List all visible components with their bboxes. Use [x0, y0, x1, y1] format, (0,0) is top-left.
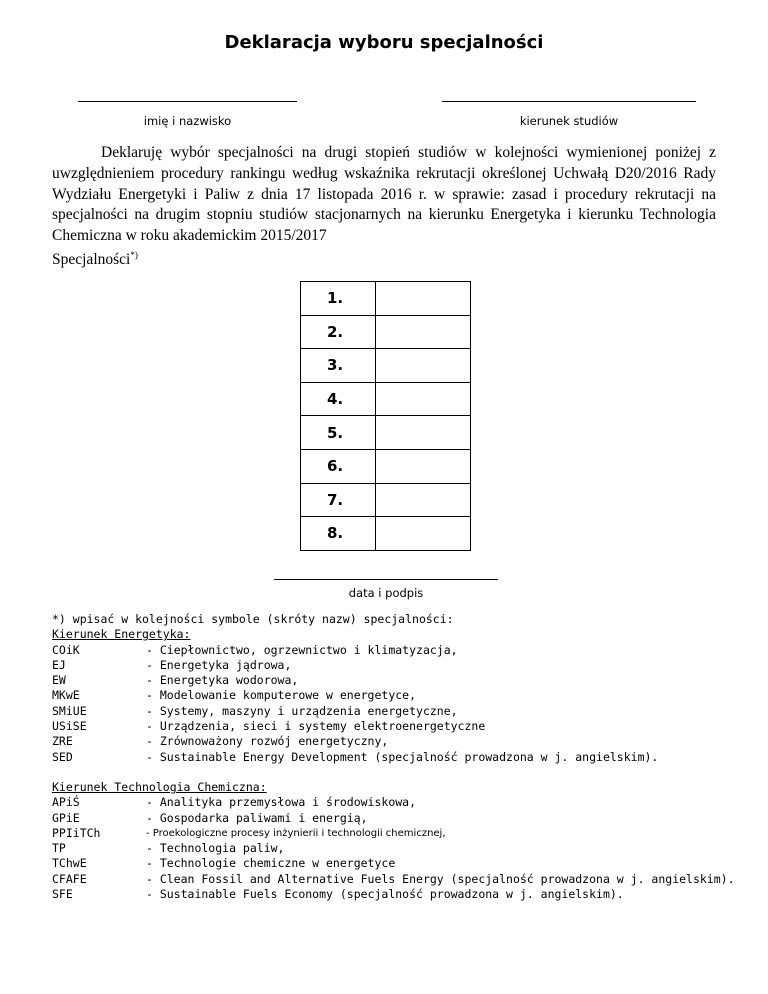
list-item: [52, 658, 752, 673]
specialty-desc: - Technologie chemiczne w energetyce: [146, 856, 396, 871]
table-row: [301, 416, 471, 450]
specialty-code: TP: [52, 841, 66, 856]
table-row: [301, 282, 471, 316]
specialty-code: EJ: [52, 657, 66, 672]
specialty-desc: - Proekologiczne procesy inżynierii i technologii chemicznej,: [146, 827, 446, 839]
field-signature-line[interactable]: [442, 101, 696, 102]
list-item: [52, 688, 752, 703]
rank-entry-cell[interactable]: [376, 416, 471, 450]
list-item: [52, 887, 752, 902]
rank-entry-cell[interactable]: [376, 282, 471, 316]
table-row: [301, 449, 471, 483]
table-row: [301, 517, 471, 551]
list-item: [52, 856, 752, 871]
specialty-code: APiŚ: [52, 795, 80, 810]
list-item: [52, 841, 752, 856]
specialty-desc: - Technologia paliw,: [146, 841, 285, 856]
date-signature-line[interactable]: [274, 579, 498, 580]
rank-number: 6.: [301, 449, 376, 483]
specialty-desc: - Gospodarka paliwami i energią,: [146, 810, 368, 825]
specialty-desc: - Clean Fossil and Alternative Fuels Energy (specjalność prowadzona w j. angielskim).: [146, 871, 735, 886]
table-row: [301, 349, 471, 383]
rank-number: 5.: [301, 416, 376, 450]
specialty-desc: - Energetyka wodorowa,: [146, 673, 299, 688]
table-row: [301, 315, 471, 349]
table-row: [301, 483, 471, 517]
specialty-code: EW: [52, 673, 66, 688]
specialty-desc: - Sustainable Energy Development (specjalność prowadzona w j. angielskim).: [146, 749, 659, 764]
specialty-code: SED: [52, 749, 73, 764]
list-item: [52, 719, 752, 734]
rank-entry-cell[interactable]: [376, 315, 471, 349]
specialty-codes-legend: [52, 612, 752, 902]
specialty-code: ZRE: [52, 734, 73, 749]
specialty-code: PPIiTCh: [52, 825, 101, 840]
footnote-mark: *): [130, 249, 138, 260]
rank-number: 8.: [301, 517, 376, 551]
rank-number: 4.: [301, 382, 376, 416]
specialty-code: USiSE: [52, 719, 87, 734]
specialty-code: MKwE: [52, 688, 80, 703]
legend-intro: *) wpisać w kolejności symbole (skróty nazw) specjalności:: [52, 612, 454, 626]
specialty-code: SMiUE: [52, 703, 87, 718]
specialty-ranking-table: [300, 281, 471, 551]
rank-entry-cell[interactable]: [376, 349, 471, 383]
table-row: [301, 382, 471, 416]
specialty-desc: - Energetyka jądrowa,: [146, 657, 292, 672]
list-item: [52, 811, 752, 826]
rank-entry-cell[interactable]: [376, 517, 471, 551]
list-item: [52, 750, 752, 765]
list-item: [52, 826, 752, 841]
name-signature-label: imię i nazwisko: [143, 114, 232, 128]
list-item: [52, 673, 752, 688]
rank-entry-cell[interactable]: [376, 483, 471, 517]
specialty-desc: - Zrównoważony rozwój energetyczny,: [146, 734, 389, 749]
rank-entry-cell[interactable]: [376, 382, 471, 416]
rank-number: 3.: [301, 349, 376, 383]
specialty-code: COiK: [52, 642, 80, 657]
specialty-code: SFE: [52, 887, 73, 902]
list-item: [52, 704, 752, 719]
specialties-label: [52, 251, 138, 269]
specialty-code: CFAFE: [52, 871, 87, 886]
rank-number: 7.: [301, 483, 376, 517]
specialties-label-text: Specjalności: [52, 251, 131, 268]
specialty-desc: - Urządzenia, sieci i systemy elektroenergetyczne: [146, 719, 486, 734]
list-item: [52, 872, 752, 887]
rank-entry-cell[interactable]: [376, 449, 471, 483]
technologia-heading: Kierunek Technologia Chemiczna:: [52, 779, 267, 794]
specialty-code: GPiE: [52, 810, 80, 825]
specialty-desc: - Analityka przemysłowa i środowiskowa,: [146, 795, 417, 810]
rank-number: 2.: [301, 315, 376, 349]
energetyka-heading: Kierunek Energetyka:: [52, 627, 191, 642]
specialty-desc: - Systemy, maszyny i urządzenia energetyczne,: [146, 703, 458, 718]
specialty-desc: - Modelowanie komputerowe w energetyce,: [146, 688, 417, 703]
specialty-code: TChwE: [52, 856, 87, 871]
list-item: [52, 795, 752, 810]
rank-number: 1.: [301, 282, 376, 316]
specialty-desc: - Ciepłownictwo, ogrzewnictwo i klimatyzacja,: [146, 642, 458, 657]
declaration-paragraph: Deklaruję wybór specjalności na drugi stopień studiów w kolejności wymienionej poniżej z uwzględnieniem procedury rankingu według wskaźnika rekrutacji określonej Uchwałą D20/2016 Rady Wydziału Energetyki i Paliw z dnia 17 listopada 2016 r. w sprawie: zasad i procedury rekrutacji na specjalności na drugim stopniu studiów stacjonarnych na kierunku Energetyka i kierunku Technologia Chemiczna w roku akademickim 2015/2017: [52, 144, 716, 245]
list-item: [52, 734, 752, 749]
name-signature-line[interactable]: [78, 101, 297, 102]
specialty-desc: - Sustainable Fuels Economy (specjalność prowadzona w j. angielskim).: [146, 887, 624, 902]
page-title: Deklaracja wyboru specjalności: [224, 32, 544, 53]
date-signature-label: data i podpis: [348, 586, 424, 600]
list-item: [52, 643, 752, 658]
field-signature-label: kierunek studiów: [519, 114, 619, 128]
